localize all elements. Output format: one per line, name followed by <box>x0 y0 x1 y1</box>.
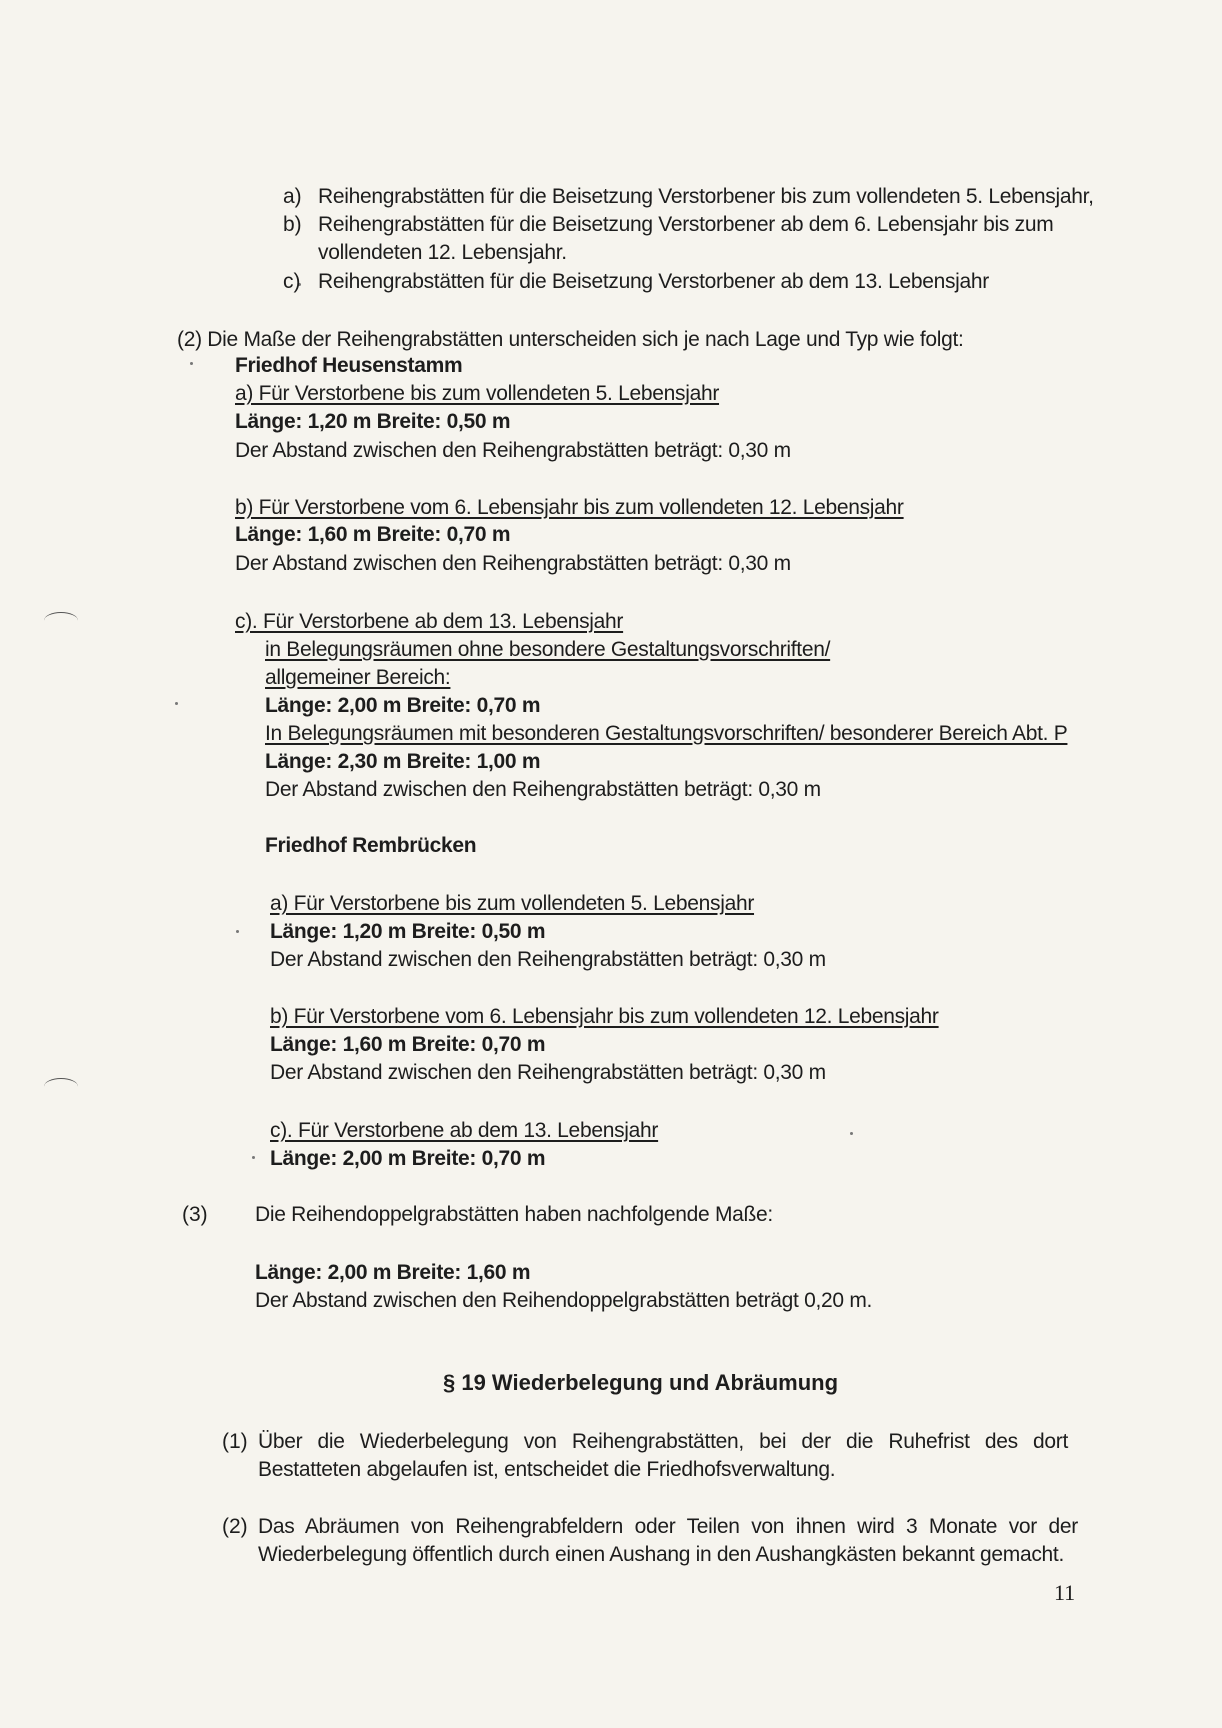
rembruecken-a-heading: a) Für Verstorbene bis zum vollendeten 5. Lebensjahr <box>270 892 755 915</box>
rembruecken-b-gap: Der Abstand zwischen den Reihengrabstätten beträgt: 0,30 m <box>270 1061 826 1084</box>
heusenstamm-b-gap: Der Abstand zwischen den Reihengrabstätten beträgt: 0,30 m <box>235 552 791 575</box>
rembruecken-a-gap: Der Abstand zwischen den Reihengrabstätten beträgt: 0,30 m <box>270 948 826 971</box>
section3-intro: Die Reihendoppelgrabstätten haben nachfolgende Maße: <box>255 1203 773 1226</box>
paragraph19-item1-label: (1) <box>222 1430 248 1453</box>
section3-label: (3) <box>182 1203 208 1226</box>
punch-hole-mark-top <box>44 612 78 629</box>
paragraph19-item2-label: (2) <box>222 1515 248 1538</box>
heusenstamm-c-sub1-line1: in Belegungsräumen ohne besondere Gestaltungsvorschriften/ <box>265 638 831 661</box>
intro-list-label-b: b) <box>283 213 302 236</box>
section3-gap: Der Abstand zwischen den Reihendoppelgrabstätten beträgt 0,20 m. <box>255 1289 873 1312</box>
heusenstamm-title: Friedhof Heusenstamm <box>235 354 463 377</box>
intro-list-item-b-line1: Reihengrabstätten für die Beisetzung Verstorbener ab dem 6. Lebensjahr bis zum <box>318 213 1054 236</box>
scan-speck <box>236 930 239 933</box>
page-number: 11 <box>1054 1580 1076 1605</box>
paragraph19-item2-text: Das Abräumen von Reihengrabfeldern oder Teilen von ihnen wird 3 Monate vor der Wiederbelegung öffentlich durch einen Aushang in den Aushangkästen bekannt gemacht. <box>258 1515 1078 1566</box>
heusenstamm-c-sub2-dims: Länge: 2,30 m Breite: 1,00 m <box>265 750 541 773</box>
rembruecken-b-dims: Länge: 1,60 m Breite: 0,70 m <box>270 1033 546 1056</box>
intro-list-item-b-line2: vollendeten 12. Lebensjahr. <box>318 241 567 264</box>
section2-intro: (2) Die Maße der Reihengrabstätten unterscheiden sich je nach Lage und Typ wie folgt: <box>177 328 964 351</box>
heusenstamm-c-sub1-dims: Länge: 2,00 m Breite: 0,70 m <box>265 694 541 717</box>
intro-list-label-c: c) <box>283 270 301 293</box>
heusenstamm-a-heading: a) Für Verstorbene bis zum vollendeten 5. Lebensjahr <box>235 382 720 405</box>
heusenstamm-a-gap: Der Abstand zwischen den Reihengrabstätten beträgt: 0,30 m <box>235 439 791 462</box>
rembruecken-b-heading: b) Für Verstorbene vom 6. Lebensjahr bis zum vollendeten 12. Lebensjahr <box>270 1005 939 1028</box>
intro-list-item-c: Reihengrabstätten für die Beisetzung Verstorbener ab dem 13. Lebensjahr <box>318 270 989 293</box>
heusenstamm-b-dims: Länge: 1,60 m Breite: 0,70 m <box>235 523 511 546</box>
heusenstamm-c-sub2-line: In Belegungsräumen mit besonderen Gestaltungsvorschriften/ besonderer Bereich Abt. P <box>265 722 1068 745</box>
scan-speck <box>190 362 193 365</box>
rembruecken-title: Friedhof Rembrücken <box>265 834 477 857</box>
paragraph19-item1-text: Über die Wiederbelegung von Reihengrabstätten, bei der die Ruhefrist des dort Bestatteten abgelaufen ist, entscheidet die Friedhofsverwaltung. <box>258 1430 1068 1481</box>
rembruecken-c-dims: Länge: 2,00 m Breite: 0,70 m <box>270 1147 546 1170</box>
heusenstamm-b-heading: b) Für Verstorbene vom 6. Lebensjahr bis zum vollendeten 12. Lebensjahr <box>235 496 904 519</box>
punch-hole-mark-bottom <box>44 1078 78 1095</box>
scan-speck <box>175 702 178 705</box>
heusenstamm-c-heading: c). Für Verstorbene ab dem 13. Lebensjahr <box>235 610 624 633</box>
heusenstamm-c-sub1-line2: allgemeiner Bereich: <box>265 666 451 689</box>
heusenstamm-c-gap: Der Abstand zwischen den Reihengrabstätten beträgt: 0,30 m <box>265 778 821 801</box>
paragraph19-heading: § 19 Wiederbelegung und Abräumung <box>443 1370 839 1395</box>
heusenstamm-a-dims: Länge: 1,20 m Breite: 0,50 m <box>235 410 511 433</box>
rembruecken-a-dims: Länge: 1,20 m Breite: 0,50 m <box>270 920 546 943</box>
rembruecken-c-heading: c). Für Verstorbene ab dem 13. Lebensjahr <box>270 1119 659 1142</box>
intro-list-label-a: a) <box>283 185 302 208</box>
intro-list-item-a: Reihengrabstätten für die Beisetzung Verstorbener bis zum vollendeten 5. Lebensjahr, <box>318 185 1094 208</box>
scan-speck <box>252 1156 255 1159</box>
scan-speck <box>850 1132 853 1135</box>
section3-dims: Länge: 2,00 m Breite: 1,60 m <box>255 1261 531 1284</box>
